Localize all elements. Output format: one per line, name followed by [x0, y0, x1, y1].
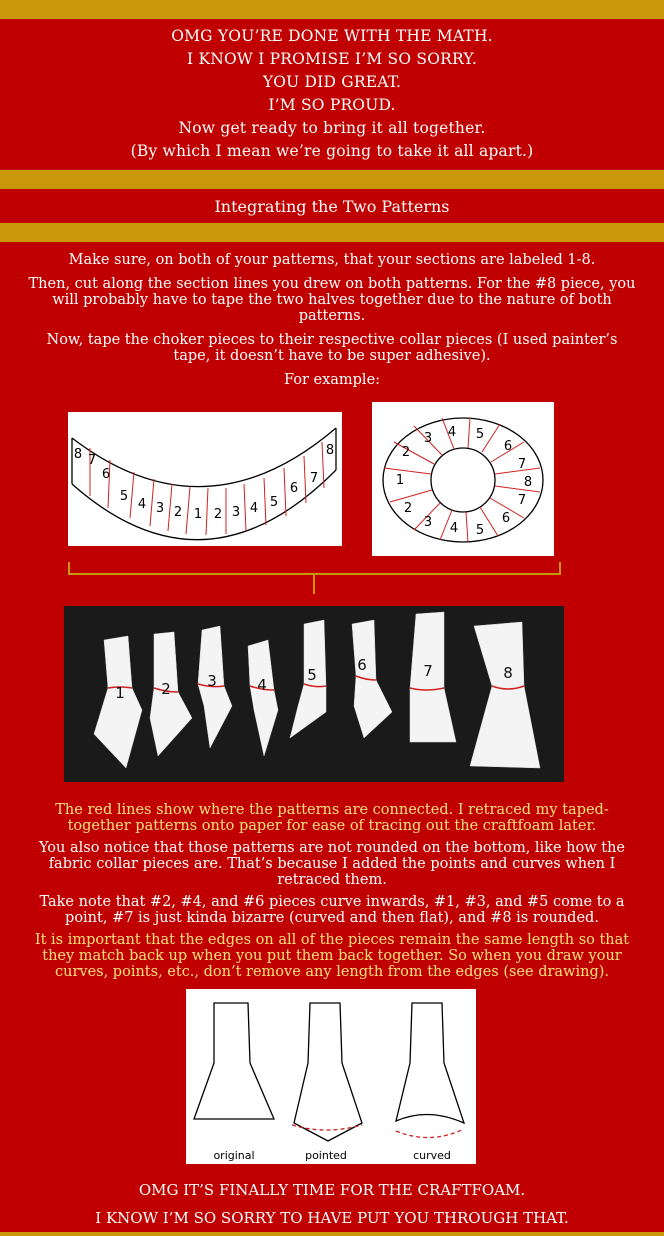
choker-label: 5 — [269, 495, 279, 510]
piece-label: 1 — [115, 684, 125, 702]
note-4: It is important that the edges on all of the pieces remain the same length so that they match back up when you put them back together. So when you draw your curves, points, etc., don’t remove any length from the edges (see drawing). — [34, 932, 630, 980]
collar-label: 7 — [517, 493, 527, 508]
collar-label: 7 — [517, 457, 527, 472]
collar-label: 8 — [523, 475, 533, 490]
choker-label: 1 — [193, 507, 203, 522]
choker-label: 6 — [289, 481, 299, 496]
drawing-label-pointed: pointed — [305, 1149, 347, 1162]
choker-label: 7 — [87, 453, 97, 468]
step-4: For example: — [283, 372, 381, 388]
choker-label: 8 — [73, 447, 83, 462]
choker-pattern-image — [68, 412, 342, 546]
collar-label: 4 — [449, 521, 459, 536]
collar-label: 6 — [501, 511, 511, 526]
notes-text — [0, 802, 664, 980]
choker-label: 7 — [309, 471, 319, 486]
piece-label: 3 — [207, 672, 217, 690]
choker-label: 2 — [213, 507, 223, 522]
drawing-label-original: original — [213, 1149, 255, 1162]
piece-label: 4 — [257, 676, 267, 694]
step-3: Now, tape the choker pieces to their respective collar pieces (I used painter’s tape, it doesn’t have to be super adhesive). — [46, 332, 618, 364]
choker-label: 4 — [249, 501, 259, 516]
collar-label: 3 — [423, 431, 433, 446]
choker-label: 6 — [101, 467, 111, 482]
piece-label: 6 — [357, 656, 367, 674]
collar-pattern-image — [372, 402, 554, 556]
collar-label: 5 — [475, 427, 485, 442]
top-divider-bar — [0, 0, 664, 19]
collar-label: 2 — [401, 445, 411, 460]
drawing-label-curved: curved — [413, 1149, 451, 1162]
collar-label: 4 — [447, 425, 457, 440]
intro-line: I KNOW I PROMISE I’M SO SORRY. — [187, 50, 477, 68]
outro-line: OMG IT’S FINALLY TIME FOR THE CRAFTFOAM. — [138, 1181, 526, 1199]
intro-text — [0, 25, 664, 163]
choker-label: 3 — [155, 501, 165, 516]
choker-label: 8 — [325, 443, 335, 458]
choker-label: 3 — [231, 505, 241, 520]
choker-label: 4 — [137, 497, 147, 512]
collar-label: 3 — [423, 515, 433, 530]
steps-text — [0, 252, 664, 388]
pieces-photo — [64, 606, 564, 782]
step-1: Make sure, on both of your patterns, that your sections are labeled 1-8. — [68, 252, 596, 268]
choker-label: 2 — [173, 505, 183, 520]
intro-line: YOU DID GREAT. — [262, 73, 402, 91]
bracket-connector — [0, 560, 664, 596]
piece-label: 2 — [161, 680, 171, 698]
piece-label: 7 — [423, 662, 433, 680]
collar-label: 5 — [475, 523, 485, 538]
intro-line: OMG YOU’RE DONE WITH THE MATH. — [171, 27, 493, 45]
outro-text — [0, 1176, 664, 1232]
collar-label: 6 — [503, 439, 513, 454]
section-divider-top — [0, 170, 664, 189]
section-divider-bottom — [0, 223, 664, 242]
collar-label: 2 — [403, 501, 413, 516]
outro-line: I KNOW I’M SO SORRY TO HAVE PUT YOU THROUGH THAT. — [95, 1209, 569, 1227]
step-2: Then, cut along the section lines you drew on both patterns. For the #8 piece, you will probably have to tape the two halves together due to the nature of both patterns. — [28, 276, 636, 324]
note-2: You also notice that those patterns are not rounded on the bottom, like how the fabric collar pieces are. That’s because I added the points and curves when I retraced them. — [39, 840, 625, 888]
note-1: The red lines show where the patterns are connected. I retraced my taped-together patterns onto paper for ease of tracing out the craftfoam later. — [55, 802, 609, 834]
choker-label: 5 — [119, 489, 129, 504]
note-3: Take note that #2, #4, and #6 pieces curve inwards, #1, #3, and #5 come to a point, #7 is just kinda bizarre (curved and then flat), and #8 is rounded. — [39, 894, 625, 926]
section-title: Integrating the Two Patterns — [214, 197, 450, 216]
bottom-divider-bar — [0, 1232, 664, 1236]
intro-line: I’M SO PROUD. — [268, 96, 396, 114]
piece-label: 8 — [503, 664, 513, 682]
edge-drawing-image — [186, 989, 476, 1164]
intro-line: (By which I mean we’re going to take it all apart.) — [130, 142, 534, 160]
piece-label: 5 — [307, 666, 317, 684]
intro-line: Now get ready to bring it all together. — [178, 119, 486, 137]
collar-label: 1 — [395, 473, 405, 488]
